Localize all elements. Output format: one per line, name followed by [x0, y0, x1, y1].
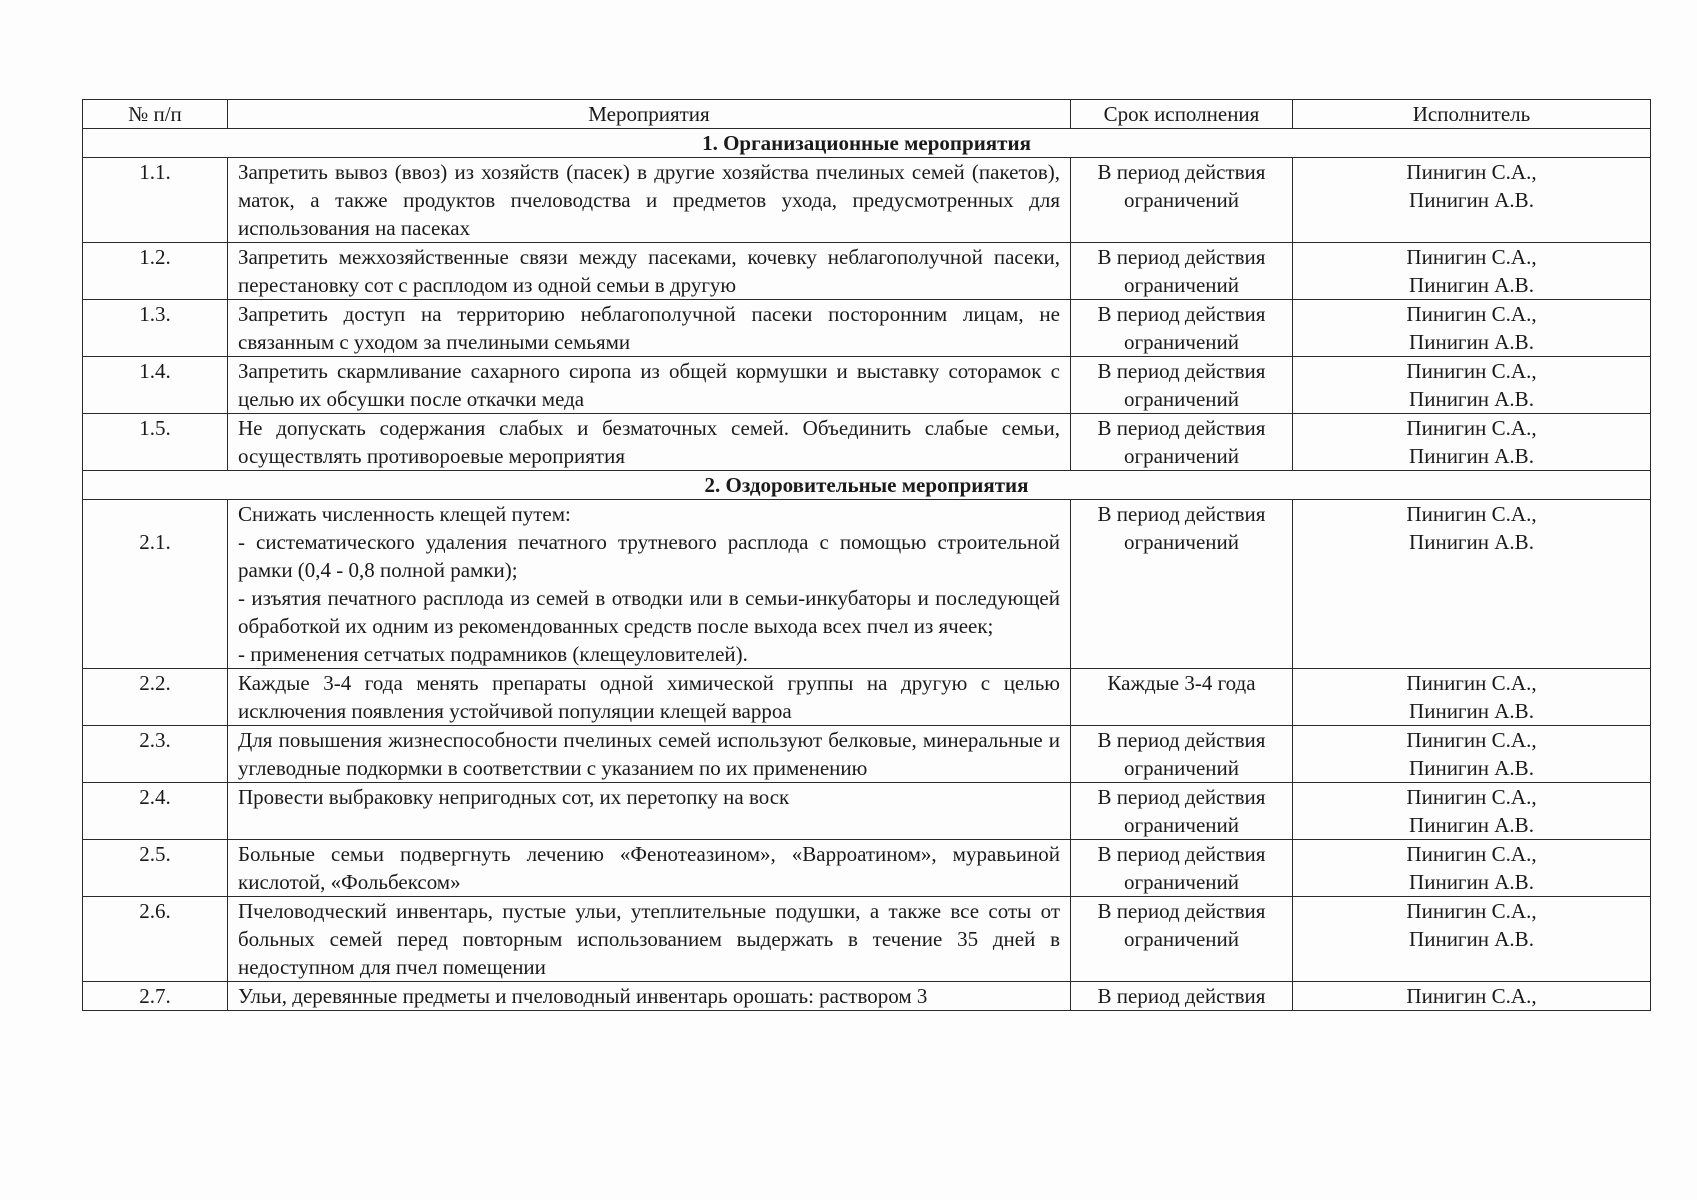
row-executor — [1293, 726, 1651, 783]
executor-name: Пинигин А.В. — [1409, 870, 1534, 894]
executor-name: Пинигин С.А., — [1406, 984, 1537, 1008]
table-header-row — [83, 100, 1651, 129]
row-term: В период действия ограничений — [1071, 300, 1293, 357]
row-num: 2.5. — [83, 840, 228, 897]
row-executor — [1293, 158, 1651, 243]
row-num: 1.3. — [83, 300, 228, 357]
row-activity: Не допускать содержания слабых и безматочных семей. Объединить слабые семьи, осуществлять противороевые мероприятия — [228, 414, 1071, 471]
row-term: В период действия — [1071, 982, 1293, 1011]
row-term: В период действия ограничений — [1071, 500, 1293, 669]
executor-name: Пинигин С.А., — [1406, 785, 1537, 809]
row-term: Каждые 3-4 года — [1071, 669, 1293, 726]
activity-line: - систематического удаления печатного трутневого расплода с помощью строительной рамки (0,4 - 0,8 полной рамки); — [238, 530, 1060, 582]
row-activity: Провести выбраковку непригодных сот, их перетопку на воск — [228, 783, 1071, 840]
row-executor — [1293, 897, 1651, 982]
executor-name: Пинигин А.В. — [1409, 927, 1534, 951]
row-num: 2.3. — [83, 726, 228, 783]
executor-name: Пинигин А.В. — [1409, 444, 1534, 468]
table-row — [83, 783, 1651, 840]
row-term: В период действия ограничений — [1071, 158, 1293, 243]
row-executor — [1293, 982, 1651, 1011]
table-row — [83, 726, 1651, 783]
table-row — [83, 414, 1651, 471]
executor-name: Пинигин А.В. — [1409, 273, 1534, 297]
row-term: В период действия ограничений — [1071, 726, 1293, 783]
table-row — [83, 500, 1651, 669]
row-executor — [1293, 243, 1651, 300]
measures-table — [82, 99, 1651, 1011]
row-num: 1.5. — [83, 414, 228, 471]
row-term: В период действия ограничений — [1071, 243, 1293, 300]
row-activity: Запретить скармливание сахарного сиропа из общей кормушки и выставку сотopамок с целью их обсушки после откачки меда — [228, 357, 1071, 414]
row-term: В период действия ограничений — [1071, 357, 1293, 414]
row-term: В период действия ограничений — [1071, 783, 1293, 840]
section-title: 2. Оздоровительные мероприятия — [83, 471, 1651, 500]
table-row — [83, 897, 1651, 982]
executor-name: Пинигин А.В. — [1409, 813, 1534, 837]
activity-line: - изъятия печатного расплода из семей в отводки или в семьи-инкубаторы и последующей обработкой их одним из рекомендованных средств после выхода всех пчел из ячеек; — [238, 586, 1060, 638]
header-num: № п/п — [83, 100, 228, 129]
row-num: 1.2. — [83, 243, 228, 300]
executor-name: Пинигин С.А., — [1406, 728, 1537, 752]
row-activity: Ульи, деревянные предметы и пчеловодный инвентарь орошать: раствором 3 — [228, 982, 1071, 1011]
row-num: 2.6. — [83, 897, 228, 982]
executor-name: Пинигин С.А., — [1406, 245, 1537, 269]
row-num: 2.2. — [83, 669, 228, 726]
row-activity — [228, 500, 1071, 669]
executor-name: Пинигин А.В. — [1409, 387, 1534, 411]
row-executor — [1293, 500, 1651, 669]
executor-name: Пинигин А.В. — [1409, 188, 1534, 212]
row-activity: Пчеловодческий инвентарь, пустые ульи, утеплительные подушки, а также все соты от больных семей перед повторным использованием выдержать в течение 35 дней в недоступном для пчел помещении — [228, 897, 1071, 982]
header-activity: Мероприятия — [228, 100, 1071, 129]
table-row — [83, 669, 1651, 726]
executor-name: Пинигин С.А., — [1406, 302, 1537, 326]
row-executor — [1293, 783, 1651, 840]
row-num: 2.1. — [83, 500, 228, 669]
executor-name: Пинигин С.А., — [1406, 359, 1537, 383]
executor-name: Пинигин С.А., — [1406, 416, 1537, 440]
table-row — [83, 357, 1651, 414]
row-activity: Больные семьи подвергнуть лечению «Фенотеазином», «Варроатином», муравьиной кислотой, «Фольбексом» — [228, 840, 1071, 897]
executor-name: Пинигин А.В. — [1409, 756, 1534, 780]
row-num: 1.1. — [83, 158, 228, 243]
executor-name: Пинигин С.А., — [1406, 899, 1537, 923]
row-activity: Каждые 3-4 года менять препараты одной химической группы на другую с целью исключения появления устойчивой популяции клещей варроа — [228, 669, 1071, 726]
row-executor — [1293, 300, 1651, 357]
row-term: В период действия ограничений — [1071, 840, 1293, 897]
row-executor — [1293, 357, 1651, 414]
executor-name: Пинигин А.В. — [1409, 330, 1534, 354]
row-activity: Для повышения жизнеспособности пчелиных семей используют белковые, минеральные и углеводные подкормки в соответствии с указанием по их применению — [228, 726, 1071, 783]
executor-name: Пинигин С.А., — [1406, 160, 1537, 184]
table-row — [83, 840, 1651, 897]
executor-name: Пинигин А.В. — [1409, 530, 1534, 554]
section-row — [83, 129, 1651, 158]
executor-name: Пинигин С.А., — [1406, 671, 1537, 695]
row-activity: Запретить доступ на территорию неблагополучной пасеки посторонним лицам, не связанным с уходом за пчелиными семьями — [228, 300, 1071, 357]
table-row — [83, 982, 1651, 1011]
row-num: 1.4. — [83, 357, 228, 414]
row-executor — [1293, 840, 1651, 897]
executor-name: Пинигин А.В. — [1409, 699, 1534, 723]
row-term: В период действия ограничений — [1071, 897, 1293, 982]
executor-name: Пинигин С.А., — [1406, 502, 1537, 526]
row-num: 2.7. — [83, 982, 228, 1011]
header-term: Срок исполнения — [1071, 100, 1293, 129]
section-row — [83, 471, 1651, 500]
section-title: 1. Организационные мероприятия — [83, 129, 1651, 158]
row-num: 2.4. — [83, 783, 228, 840]
row-executor — [1293, 669, 1651, 726]
table-row — [83, 158, 1651, 243]
row-activity: Запретить межхозяйственные связи между пасеками, кочевку неблагополучной пасеки, перестановку сот с расплодом из одной семьи в другую — [228, 243, 1071, 300]
row-term: В период действия ограничений — [1071, 414, 1293, 471]
activity-line: Снижать численность клещей путем: — [238, 502, 571, 526]
executor-name: Пинигин С.А., — [1406, 842, 1537, 866]
header-executor: Исполнитель — [1293, 100, 1651, 129]
row-activity: Запретить вывоз (ввоз) из хозяйств (пасек) в другие хозяйства пчелиных семей (пакетов), маток, а также продуктов пчеловодства и предметов ухода, предусмотренных для использования на пасеках — [228, 158, 1071, 243]
table-row — [83, 243, 1651, 300]
row-executor — [1293, 414, 1651, 471]
activity-line: - применения сетчатых подрамников (клещеуловителей). — [238, 642, 748, 666]
table-row — [83, 300, 1651, 357]
